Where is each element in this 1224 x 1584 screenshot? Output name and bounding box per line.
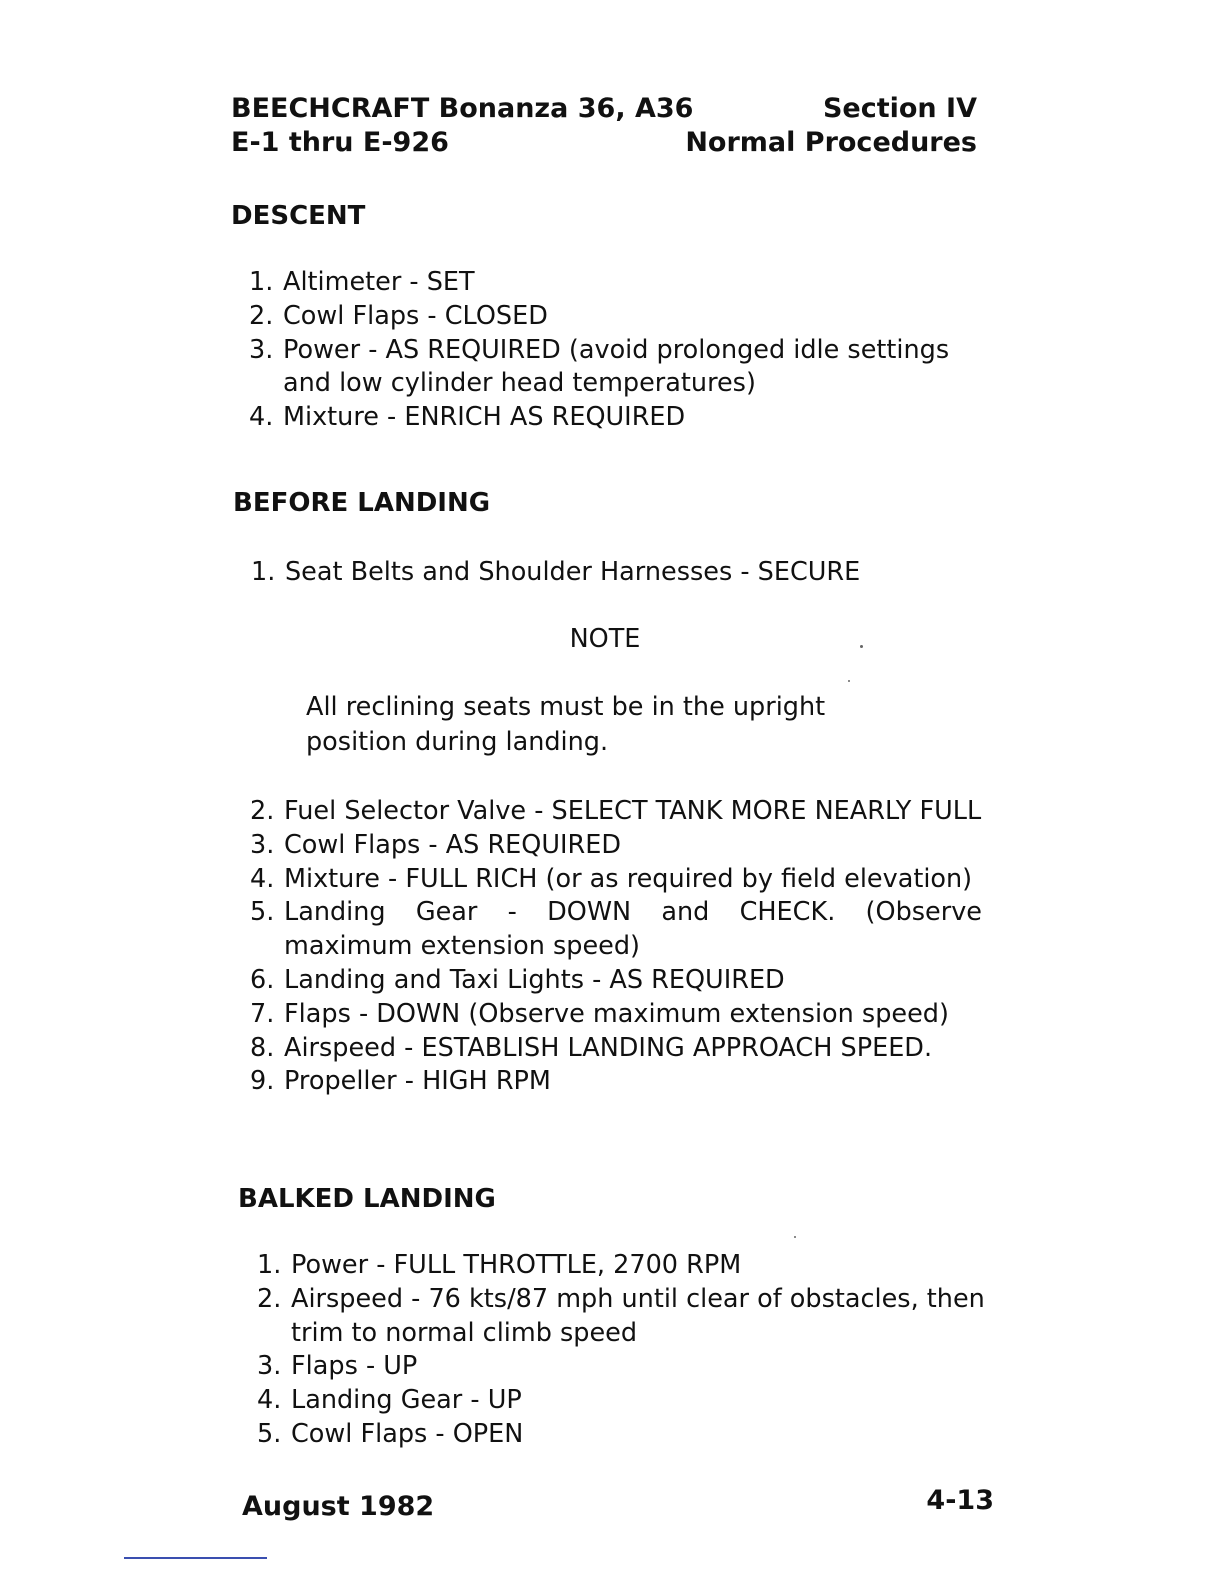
list-item xyxy=(257,1418,1007,1452)
list-item xyxy=(251,556,991,590)
item-number: 4. xyxy=(250,863,275,894)
before-landing-list-a xyxy=(251,556,991,590)
item-text: Airspeed - 76 kts/87 mph until clear of obstacles, then trim to normal climb speed xyxy=(291,1283,985,1348)
footer-date: August 1982 xyxy=(242,1491,435,1522)
list-item xyxy=(250,896,982,964)
list-item xyxy=(250,863,982,897)
list-item xyxy=(250,998,982,1032)
item-number: 5. xyxy=(257,1418,282,1449)
item-text: Propeller - HIGH RPM xyxy=(284,1066,551,1097)
item-text: Cowl Flaps - AS REQUIRED xyxy=(284,829,622,860)
scan-speck xyxy=(848,680,850,682)
item-text: Power - FULL THROTTLE, 2700 RPM xyxy=(291,1250,742,1280)
item-number: 3. xyxy=(249,334,274,365)
item-number: 2. xyxy=(257,1283,282,1314)
item-number: 5. xyxy=(250,897,275,928)
list-item xyxy=(250,795,982,829)
before-landing-list-b xyxy=(250,795,982,1099)
note-text: All reclining seats must be in the upright position during landing. xyxy=(306,692,826,757)
item-text: Power - AS REQUIRED (avoid prolonged idle settings and low cylinder head temperatures) xyxy=(283,334,950,399)
list-item xyxy=(250,829,982,863)
header-aircraft-model xyxy=(231,92,693,160)
item-text: Mixture - ENRICH AS REQUIRED xyxy=(283,402,686,433)
header-section xyxy=(685,92,977,160)
item-number: 8. xyxy=(250,1032,275,1063)
item-number: 2. xyxy=(249,300,274,331)
item-text: Airspeed - ESTABLISH LANDING APPROACH SPEED. xyxy=(284,1032,933,1063)
list-item xyxy=(250,1065,982,1099)
scan-speck xyxy=(860,645,863,648)
list-item xyxy=(257,1283,1007,1351)
item-text: Seat Belts and Shoulder Harnesses - SECURE xyxy=(285,557,861,587)
list-item xyxy=(249,401,989,435)
scan-edge-line xyxy=(124,1557,267,1559)
item-number: 6. xyxy=(250,964,275,995)
before-landing-heading: BEFORE LANDING xyxy=(233,488,491,518)
list-item xyxy=(257,1350,1007,1384)
balked-landing-heading: BALKED LANDING xyxy=(238,1184,496,1214)
item-number: 7. xyxy=(250,998,275,1029)
item-text: Cowl Flaps - OPEN xyxy=(291,1418,524,1449)
item-text: Altimeter - SET xyxy=(283,267,475,297)
item-number: 1. xyxy=(251,557,276,587)
item-number: 4. xyxy=(249,402,274,433)
list-item xyxy=(249,334,983,402)
item-text: Landing Gear - UP xyxy=(291,1385,522,1416)
item-number: 3. xyxy=(250,829,275,860)
item-number: 3. xyxy=(257,1351,282,1382)
list-item xyxy=(250,964,982,998)
item-number: 2. xyxy=(250,796,275,826)
list-item xyxy=(250,1032,982,1066)
scan-speck xyxy=(794,1236,796,1238)
header-section-number: Section IV xyxy=(822,93,977,124)
item-text: Flaps - UP xyxy=(291,1351,418,1382)
item-text: Mixture - FULL RICH (or as required by field elevation) xyxy=(284,863,973,894)
header-serial-line: E-1 thru E-926 xyxy=(231,127,449,158)
item-text: Landing and Taxi Lights - AS REQUIRED xyxy=(284,964,785,995)
descent-heading: DESCENT xyxy=(231,201,366,231)
list-item xyxy=(249,266,989,300)
item-text: Flaps - DOWN (Observe maximum extension speed) xyxy=(284,998,949,1029)
list-item xyxy=(257,1384,1007,1418)
item-text: Landing Gear - DOWN and CHECK. (Observe maximum extension speed) xyxy=(284,897,982,962)
item-number: 1. xyxy=(257,1250,282,1280)
header-model-line: BEECHCRAFT Bonanza 36, A36 xyxy=(231,93,694,124)
note-heading xyxy=(0,623,1224,655)
item-text: Fuel Selector Valve - SELECT TANK MORE NEARLY FULL xyxy=(284,796,982,826)
list-item xyxy=(249,300,989,334)
descent-list xyxy=(249,266,989,435)
page-number: 4-13 xyxy=(926,1485,994,1516)
note-heading-text: NOTE xyxy=(569,624,641,654)
balked-landing-list xyxy=(257,1249,1007,1452)
item-number: 9. xyxy=(250,1066,275,1097)
item-number: 4. xyxy=(257,1385,282,1416)
header-section-name: Normal Procedures xyxy=(685,127,977,158)
list-item xyxy=(257,1249,1007,1283)
item-text: Cowl Flaps - CLOSED xyxy=(283,300,548,331)
item-number: 1. xyxy=(249,267,274,297)
